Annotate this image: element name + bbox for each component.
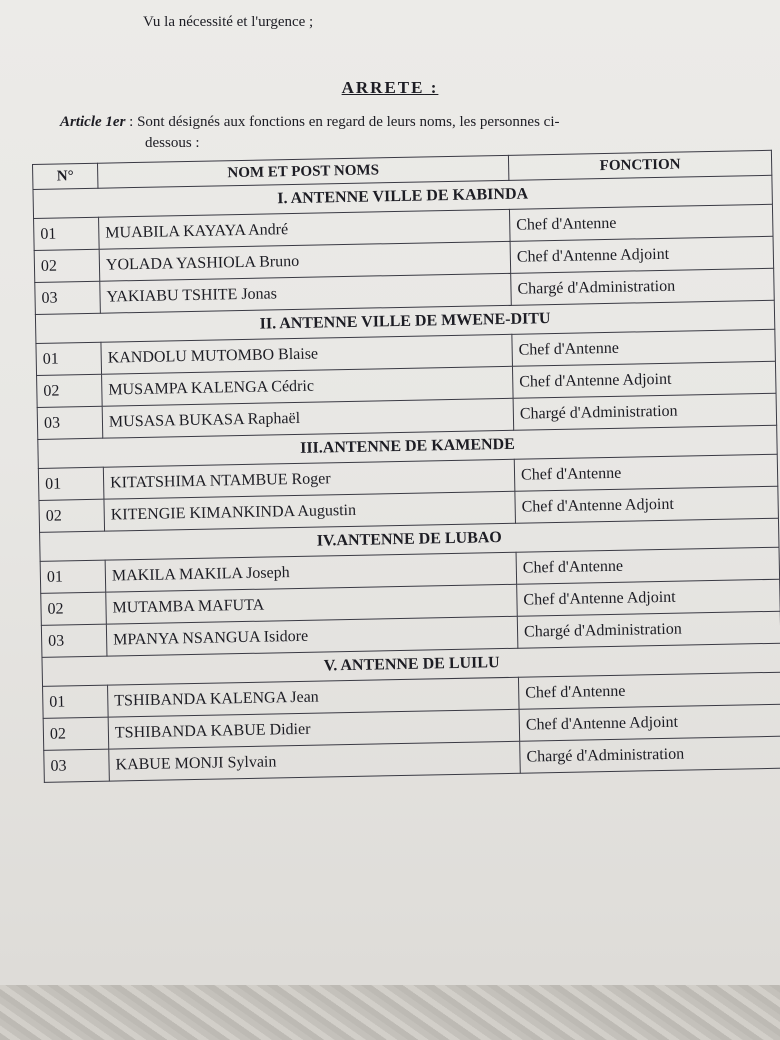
name-cell: KANDOLU MUTOMBO Blaise <box>101 334 513 374</box>
function-cell: Chef d'Antenne Adjoint <box>510 236 774 273</box>
num-cell: 02 <box>41 592 107 625</box>
name-cell: KITENGIE KIMANKINDA Augustin <box>104 491 516 531</box>
name-cell: MAKILA MAKILA Joseph <box>105 552 517 592</box>
name-cell: YOLADA YASHIOLA Bruno <box>99 241 511 281</box>
header-name: NOM ET POST NOMS <box>97 155 508 188</box>
function-cell: Chef d'Antenne <box>518 672 780 709</box>
section-title: III.ANTENNE DE KAMENDE <box>38 425 777 468</box>
name-cell: KABUE MONJI Sylvain <box>109 741 521 781</box>
num-cell: 01 <box>40 560 106 593</box>
function-cell: Chef d'Antenne Adjoint <box>519 704 780 741</box>
function-cell: Chef d'Antenne <box>516 547 780 584</box>
num-cell: 01 <box>38 467 104 500</box>
background-fabric <box>0 985 780 1040</box>
name-cell: MUSASA BUKASA Raphaël <box>102 398 514 438</box>
name-cell: KITATSHIMA NTAMBUE Roger <box>103 459 515 499</box>
function-cell: Chargé d'Administration <box>520 736 780 773</box>
function-cell: Chef d'Antenne <box>509 204 773 241</box>
section-title: IV.ANTENNE DE LUBAO <box>40 518 779 561</box>
name-cell: MUSAMPA KALENGA Cédric <box>102 366 514 406</box>
name-cell: MUTAMBA MAFUTA <box>106 584 518 624</box>
function-cell: Chargé d'Administration <box>517 611 780 648</box>
decree-title <box>0 78 780 98</box>
num-cell: 03 <box>41 624 107 657</box>
section-title: V. ANTENNE DE LUILU <box>42 643 780 686</box>
article-continuation: dessous : <box>145 135 200 151</box>
article-label: Article 1er <box>60 114 126 130</box>
num-cell: 03 <box>44 749 110 782</box>
decree-title-text: ARRETE <box>341 78 425 97</box>
decree-title-suffix: : <box>424 78 439 97</box>
header-line: Vu la nécessité et l'urgence ; <box>143 14 314 30</box>
function-cell: Chef d'Antenne Adjoint <box>512 361 776 398</box>
table-body <box>33 175 780 782</box>
num-cell: 03 <box>37 406 103 439</box>
function-cell: Chef d'Antenne <box>514 454 778 491</box>
article-text: : Sont désignés aux fonctions en regard de leurs noms, les personnes ci- <box>125 114 560 130</box>
section-title: I. ANTENNE VILLE DE KABINDA <box>33 175 772 218</box>
function-cell: Chargé d'Administration <box>513 393 777 430</box>
function-cell: Chargé d'Administration <box>511 268 775 305</box>
name-cell: TSHIBANDA KABUE Didier <box>108 709 520 749</box>
name-cell: YAKIABU TSHITE Jonas <box>100 273 512 313</box>
name-cell: TSHIBANDA KALENGA Jean <box>108 677 520 717</box>
name-cell: MUABILA KAYAYA André <box>99 209 511 249</box>
section-title: II. ANTENNE VILLE DE MWENE-DITU <box>35 300 774 343</box>
num-cell: 01 <box>34 217 100 250</box>
designation-table <box>32 150 780 783</box>
article-1 <box>60 112 720 154</box>
num-cell: 02 <box>34 249 100 282</box>
header-function: FONCTION <box>508 150 771 180</box>
num-cell: 02 <box>43 717 109 750</box>
function-cell: Chef d'Antenne <box>512 329 776 366</box>
num-cell: 02 <box>39 499 105 532</box>
name-cell: MPANYA NSANGUA Isidore <box>106 616 518 656</box>
num-cell: 01 <box>36 342 102 375</box>
num-cell: 02 <box>37 374 103 407</box>
num-cell: 01 <box>43 685 109 718</box>
num-cell: 03 <box>35 281 101 314</box>
header-num: N° <box>33 163 98 189</box>
function-cell: Chef d'Antenne Adjoint <box>515 486 779 523</box>
function-cell: Chef d'Antenne Adjoint <box>517 579 780 616</box>
